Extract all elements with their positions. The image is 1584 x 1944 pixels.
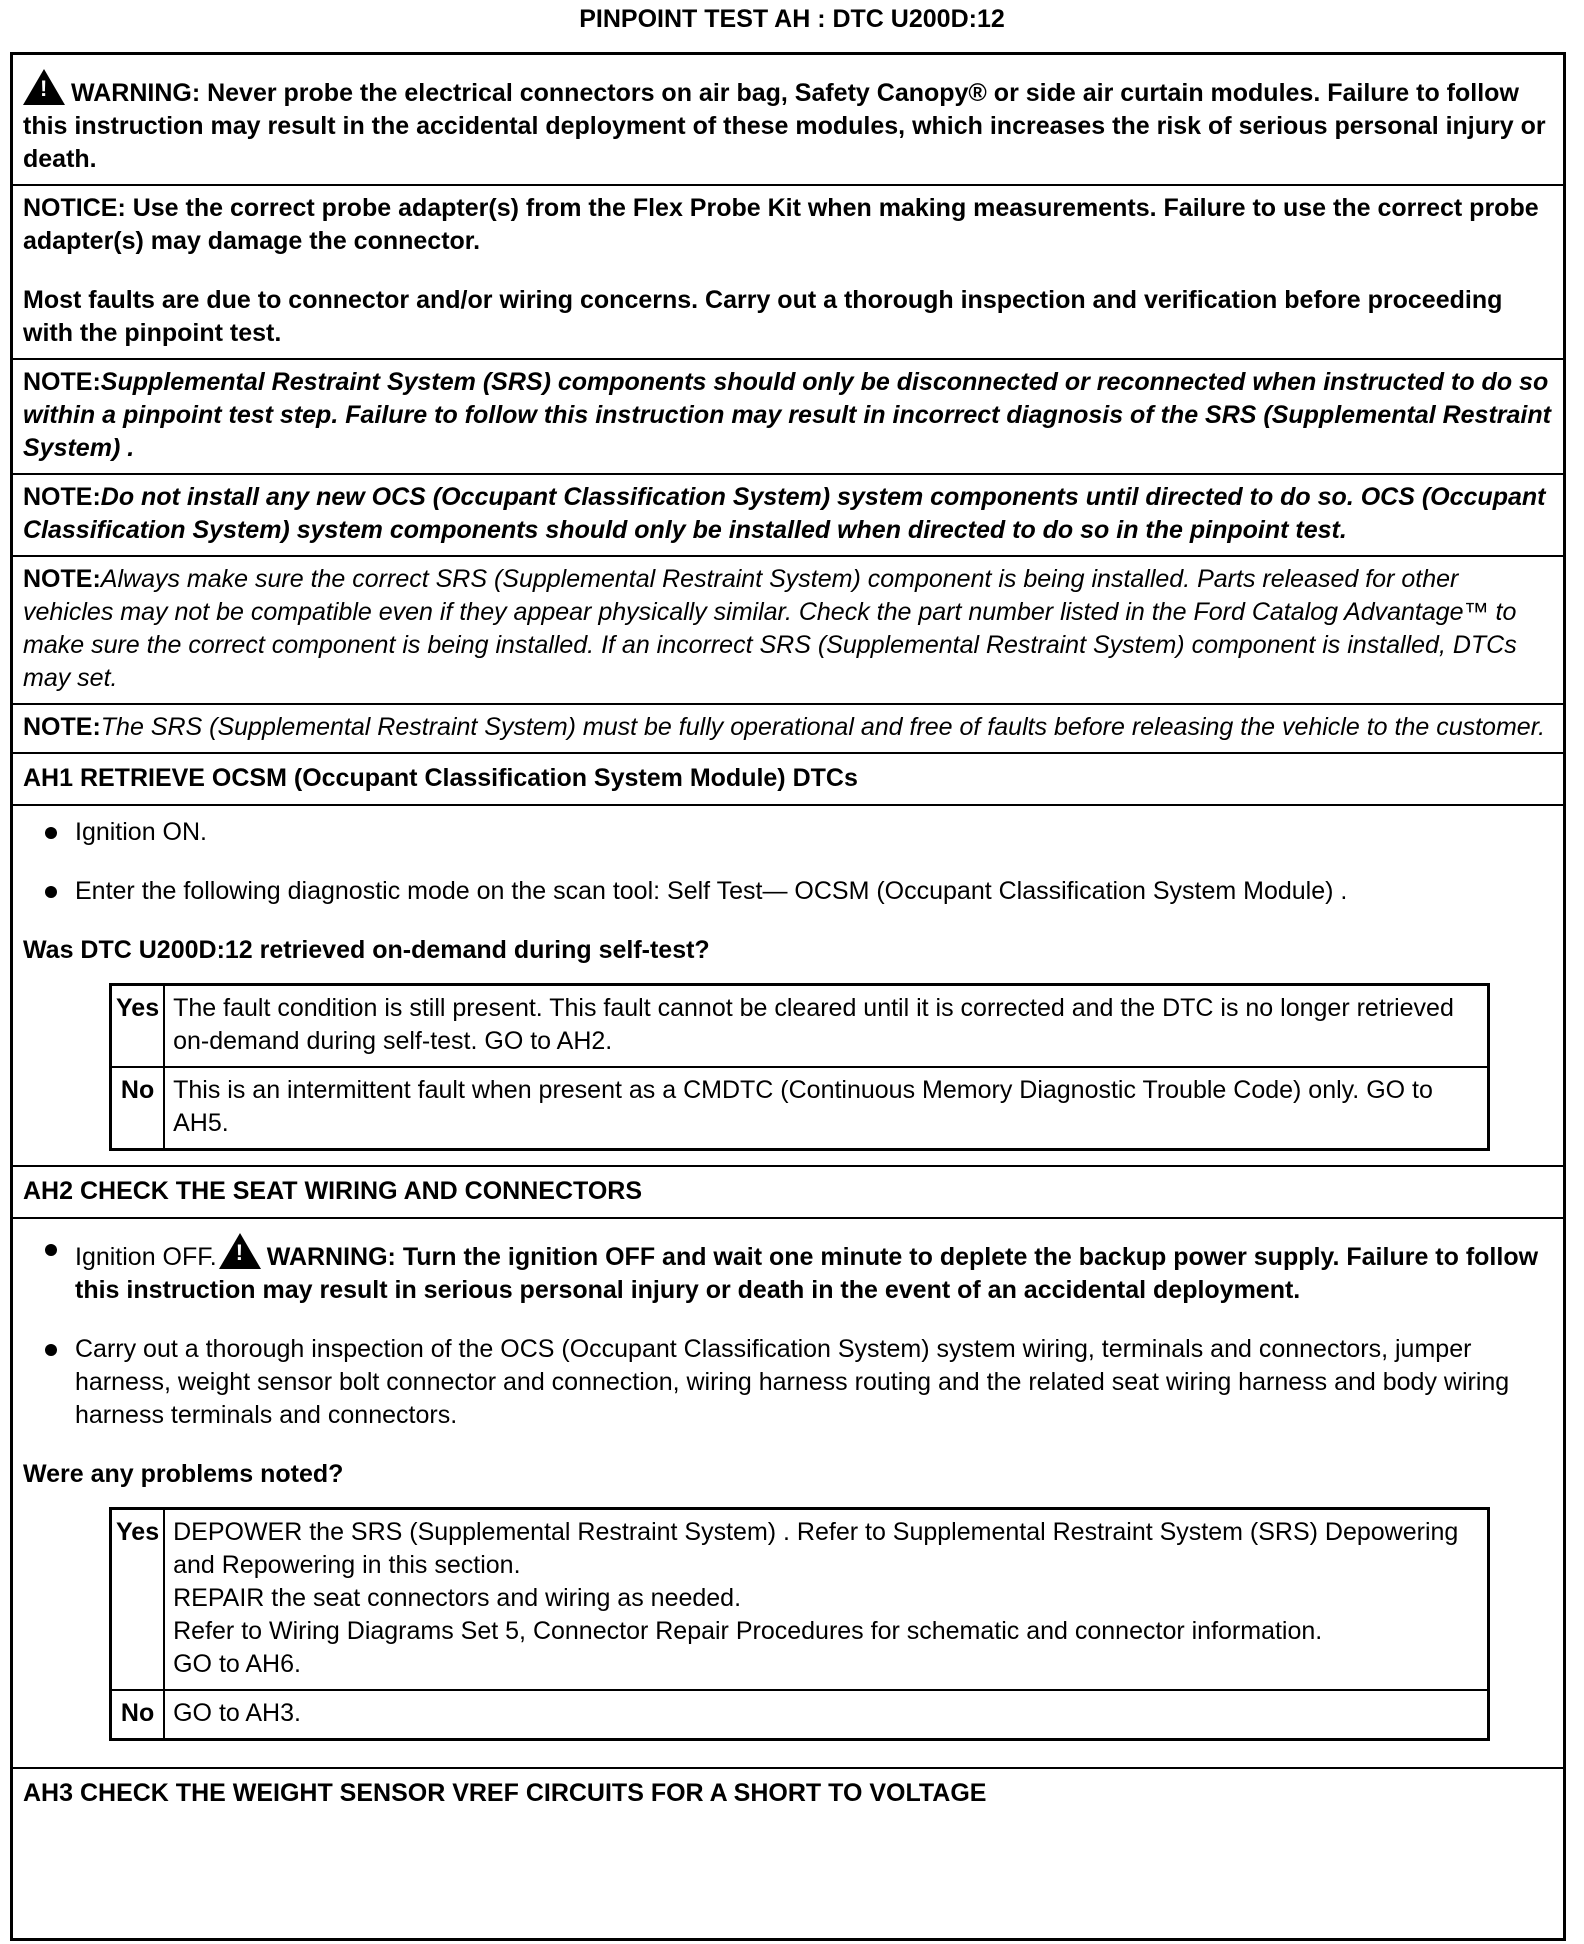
note-srs-disconnect bbox=[13, 360, 1563, 475]
yes-label: Yes bbox=[111, 985, 165, 1068]
table-row bbox=[111, 985, 1489, 1068]
yes-label: Yes bbox=[111, 1509, 165, 1691]
note-text: Always make sure the correct SRS (Supplemental Restraint System) component is being installed. Parts released for other vehicles may not be compatible even if they appear physically similar. Check the part number listed in the Ford Catalog Advantage™ to make sure the correct component is being installed. If an incorrect SRS (Supplemental Restraint System) component is installed, DTCs may set. bbox=[23, 565, 1517, 692]
ah2-steps bbox=[23, 1233, 1553, 1432]
notice-text-2: Most faults are due to connector and/or wiring concerns. Carry out a thorough inspection and verification before proceeding with the pinpoint test. bbox=[23, 286, 1503, 347]
step-text: Ignition OFF. bbox=[75, 1243, 217, 1271]
page-title: PINPOINT TEST AH : DTC U200D:12 bbox=[579, 5, 1005, 33]
warning-section bbox=[13, 55, 1563, 186]
notice-section bbox=[13, 186, 1563, 360]
note-ocs-install bbox=[13, 475, 1563, 557]
yes-action-line: REPAIR the seat connectors and wiring as needed. bbox=[173, 1584, 742, 1612]
no-label: No bbox=[111, 1067, 165, 1150]
yes-action-line: DEPOWER the SRS (Supplemental Restraint System) . Refer to Supplemental Restraint System (SRS) Depowering and Repowering in this section. bbox=[173, 1518, 1459, 1579]
ah1-body bbox=[13, 806, 1563, 1167]
ah1-steps bbox=[23, 816, 1553, 908]
ah3-heading: AH3 CHECK THE WEIGHT SENSOR VREF CIRCUITS FOR A SHORT TO VOLTAGE bbox=[23, 1779, 987, 1807]
note-srs-operational bbox=[13, 705, 1563, 754]
note-label: NOTE: bbox=[23, 713, 101, 741]
note-label: NOTE: bbox=[23, 565, 101, 593]
no-action: GO to AH3. bbox=[164, 1690, 1488, 1740]
note-text: The SRS (Supplemental Restraint System) must be fully operational and free of faults before releasing the vehicle to the customer. bbox=[100, 713, 1546, 741]
list-item: Carry out a thorough inspection of the OCS (Occupant Classification System) system wiring, terminals and connectors, jumper harness, weight sensor bolt connector and connection, wiring harness routing and the related seat wiring harness and body wiring harness terminals and connectors. bbox=[23, 1333, 1553, 1432]
table-row bbox=[111, 1509, 1489, 1691]
warning-triangle-icon bbox=[219, 1233, 261, 1269]
list-item bbox=[23, 1233, 1553, 1307]
yes-action bbox=[164, 1509, 1488, 1691]
no-label: No bbox=[111, 1690, 165, 1740]
note-label: NOTE: bbox=[23, 368, 101, 396]
list-item: Ignition ON. bbox=[23, 816, 1553, 849]
pinpoint-test-frame bbox=[10, 52, 1566, 1941]
ah2-heading: AH2 CHECK THE SEAT WIRING AND CONNECTORS bbox=[13, 1167, 1563, 1219]
note-label: NOTE: bbox=[23, 483, 101, 511]
note-text: Supplemental Restraint System (SRS) components should only be disconnected or reconnected when instructed to do so within a pinpoint test step. Failure to follow this instruction may result in incorrect diagnosis of the SRS (Supplemental Restraint System) . bbox=[23, 368, 1551, 462]
yes-action-line: GO to AH6. bbox=[173, 1650, 301, 1678]
ah2-answer-table bbox=[109, 1507, 1490, 1741]
warning-text: WARNING: Never probe the electrical connectors on air bag, Safety Canopy® or side air curtain modules. Failure to follow this instruction may result in the accidental deployment of these modules, which increases the risk of serious personal injury or death. bbox=[23, 79, 1546, 173]
ah1-question: Was DTC U200D:12 retrieved on-demand during self-test? bbox=[23, 936, 710, 964]
warning-text-block bbox=[23, 69, 1553, 176]
yes-action-line: Refer to Wiring Diagrams Set 5, Connector Repair Procedures for schematic and connector information. bbox=[173, 1617, 1323, 1645]
yes-action: The fault condition is still present. This fault cannot be cleared until it is corrected and the DTC is no longer retrieved on-demand during self-test. GO to AH2. bbox=[164, 985, 1488, 1068]
note-correct-component bbox=[13, 557, 1563, 705]
list-item: Enter the following diagnostic mode on the scan tool: Self Test— OCSM (Occupant Classification System Module) . bbox=[23, 875, 1553, 908]
notice-text: NOTICE: Use the correct probe adapter(s) from the Flex Probe Kit when making measurements. Failure to use the correct probe adapter(s) may damage the connector. bbox=[23, 194, 1539, 255]
ah2-question: Were any problems noted? bbox=[23, 1460, 344, 1488]
table-row bbox=[111, 1690, 1489, 1740]
ah1-heading: AH1 RETRIEVE OCSM (Occupant Classification System Module) DTCs bbox=[13, 754, 1563, 806]
warning-triangle-icon bbox=[23, 69, 65, 105]
ah1-answer-table bbox=[109, 983, 1490, 1151]
table-row bbox=[111, 1067, 1489, 1150]
ah2-body bbox=[13, 1219, 1563, 1769]
note-text: Do not install any new OCS (Occupant Classification System) system components until directed to do so. OCS (Occupant Classification System) system components should only be installed when directed to do so in the pinpoint test. bbox=[23, 483, 1546, 544]
no-action: This is an intermittent fault when present as a CMDTC (Continuous Memory Diagnostic Trouble Code) only. GO to AH5. bbox=[164, 1067, 1488, 1150]
ah2-warning-text: WARNING: Turn the ignition OFF and wait one minute to deplete the backup power supply. Failure to follow this instruction may result in serious personal injury or death in the event of an accidental deployment. bbox=[75, 1243, 1539, 1304]
